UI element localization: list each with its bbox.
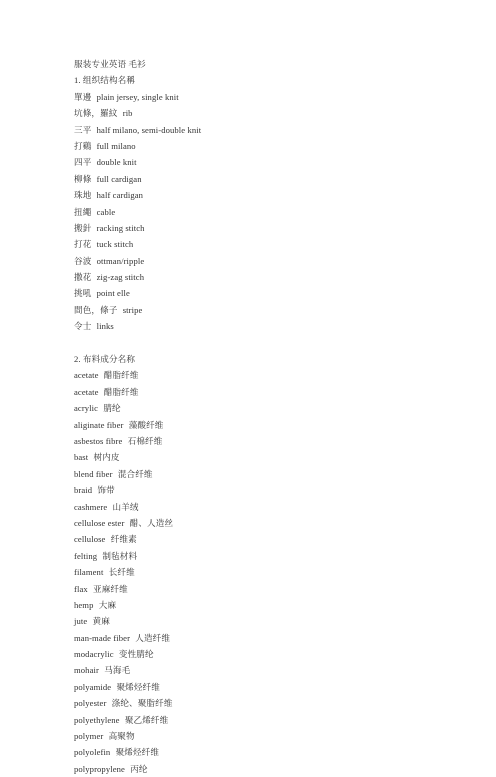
term-chinese: 亚麻纤维 [93, 583, 128, 594]
term-chinese: 搬針 [74, 222, 92, 233]
term-entry [74, 548, 474, 564]
term-chinese: 长纤维 [108, 567, 135, 578]
term-entry [74, 253, 474, 269]
term-entry [74, 285, 474, 301]
term-english: braid [74, 485, 93, 496]
term-english: half milano, semi-double knit [96, 124, 202, 135]
term-entry [74, 417, 474, 433]
term-english: acetate [74, 386, 99, 397]
term-english: ottman/ripple [96, 255, 145, 266]
term-english: links [96, 321, 114, 332]
section1-list [74, 89, 474, 335]
term-english: rib [122, 108, 133, 119]
term-english: asbestos fibre [74, 435, 123, 446]
term-chinese: 醋脂纤维 [103, 386, 139, 397]
term-entry [74, 515, 474, 531]
term-english: plain jersey, single knit [96, 91, 179, 102]
term-entry [74, 630, 474, 646]
term-chinese: 四平 [74, 157, 92, 168]
section2-heading: 2. 布料成分名称 [74, 354, 136, 365]
term-english: polyethylene [74, 714, 120, 725]
term-chinese: 山羊绒 [112, 501, 139, 512]
section1-heading: 1. 组织结构名稱 [74, 75, 136, 86]
term-english: man-made fiber [74, 632, 131, 643]
term-english: modacrylic [74, 649, 114, 660]
term-entry [74, 433, 474, 449]
term-chinese: 藻酸纤维 [128, 419, 164, 430]
term-chinese: 高聚物 [108, 731, 135, 742]
term-entry [74, 482, 474, 498]
term-chinese: 間色，條子 [74, 304, 118, 315]
term-entry [74, 269, 474, 285]
term-entry [74, 204, 474, 220]
term-english: racking stitch [96, 222, 145, 233]
term-entry [74, 744, 474, 760]
term-chinese: 变性腈纶 [118, 649, 154, 660]
term-entry [74, 318, 474, 334]
term-chinese: 纤维素 [110, 534, 137, 545]
term-entry [74, 597, 474, 613]
term-chinese: 醋脂纤维 [103, 370, 139, 381]
term-entry [74, 400, 474, 416]
term-chinese: 制毡材料 [102, 550, 138, 561]
term-english: polypropylene [74, 763, 125, 774]
term-english: cellulose ester [74, 517, 125, 528]
term-chinese: 扭繩 [74, 206, 92, 217]
document-title: 服装专业英语 毛衫 [74, 59, 146, 69]
term-chinese: 黄麻 [92, 616, 110, 627]
term-chinese: 混合纤维 [117, 468, 153, 479]
term-chinese: 腈纶 [103, 403, 121, 414]
term-english: polyolefin [74, 747, 111, 758]
term-entry [74, 138, 474, 154]
term-english: bast [74, 452, 89, 463]
term-entry [74, 302, 474, 318]
term-entry [74, 581, 474, 597]
term-chinese: 涤纶、聚脂纤维 [111, 698, 173, 709]
section2-list [74, 367, 474, 777]
term-english: jute [74, 616, 88, 627]
term-chinese: 珠地 [74, 190, 92, 201]
term-english: cashmere [74, 501, 108, 512]
term-entry [74, 220, 474, 236]
term-english: stripe [122, 304, 143, 315]
term-entry [74, 646, 474, 662]
term-chinese: 丙纶 [130, 763, 148, 774]
term-english: polyamide [74, 681, 112, 692]
term-entry [74, 89, 474, 105]
term-chinese: 谷波 [74, 255, 92, 266]
term-english: filament [74, 567, 104, 578]
term-entry [74, 236, 474, 252]
term-entry [74, 105, 474, 121]
term-entry [74, 154, 474, 170]
term-chinese: 聚烯烃纤维 [116, 681, 160, 692]
term-chinese: 坑條，羅紋 [74, 108, 118, 119]
term-chinese: 聚烯烃纤维 [115, 747, 160, 758]
term-entry [74, 466, 474, 482]
term-english: polyester [74, 698, 107, 709]
term-entry [74, 712, 474, 728]
term-chinese: 挑吼 [74, 288, 92, 299]
document-page [74, 56, 474, 777]
term-chinese: 大麻 [98, 599, 117, 610]
term-entry [74, 531, 474, 547]
term-entry [74, 679, 474, 695]
term-entry [74, 449, 474, 465]
term-chinese: 石棉纤维 [127, 435, 163, 446]
term-entry [74, 695, 474, 711]
term-english: double knit [96, 157, 137, 168]
term-english: point elle [96, 288, 130, 299]
term-entry [74, 384, 474, 400]
term-english: acetate [74, 370, 99, 381]
term-entry [74, 367, 474, 383]
term-chinese: 令士 [74, 321, 92, 332]
term-chinese: 饰带 [97, 485, 115, 496]
term-entry [74, 662, 474, 678]
term-chinese: 打鷄 [74, 140, 92, 151]
term-entry [74, 187, 474, 203]
term-english: flax [74, 583, 88, 594]
term-english: felting [74, 550, 98, 561]
term-chinese: 树内皮 [93, 452, 120, 463]
term-chinese: 醋、人造丝 [129, 517, 174, 528]
section-spacer [74, 335, 474, 351]
term-english: blend fiber [74, 468, 113, 479]
term-english: aliginate fiber [74, 419, 124, 430]
term-english: acrylic [74, 403, 99, 414]
term-entry [74, 613, 474, 629]
term-chinese: 單邊 [74, 91, 92, 102]
term-english: half cardigan [96, 190, 144, 201]
term-entry [74, 761, 474, 777]
term-chinese: 聚乙烯纤维 [124, 714, 169, 725]
term-english: zig-zag stitch [96, 272, 145, 283]
term-entry [74, 499, 474, 515]
term-chinese: 打花 [74, 239, 92, 250]
term-english: hemp [74, 599, 94, 610]
term-chinese: 三平 [74, 124, 92, 135]
term-chinese: 撒花 [74, 272, 92, 283]
term-chinese: 人造纤维 [135, 632, 171, 643]
term-english: polymer [74, 731, 104, 742]
term-english: full milano [96, 140, 136, 151]
term-english: cable [96, 206, 116, 217]
term-entry [74, 728, 474, 744]
term-english: tuck stitch [96, 239, 134, 250]
term-entry [74, 171, 474, 187]
term-chinese: 柳條 [74, 173, 92, 184]
term-entry [74, 122, 474, 138]
term-english: mohair [74, 665, 99, 676]
term-english: full cardigan [96, 173, 142, 184]
term-english: cellulose [74, 534, 106, 545]
term-chinese: 马海毛 [104, 665, 131, 676]
term-entry [74, 564, 474, 580]
